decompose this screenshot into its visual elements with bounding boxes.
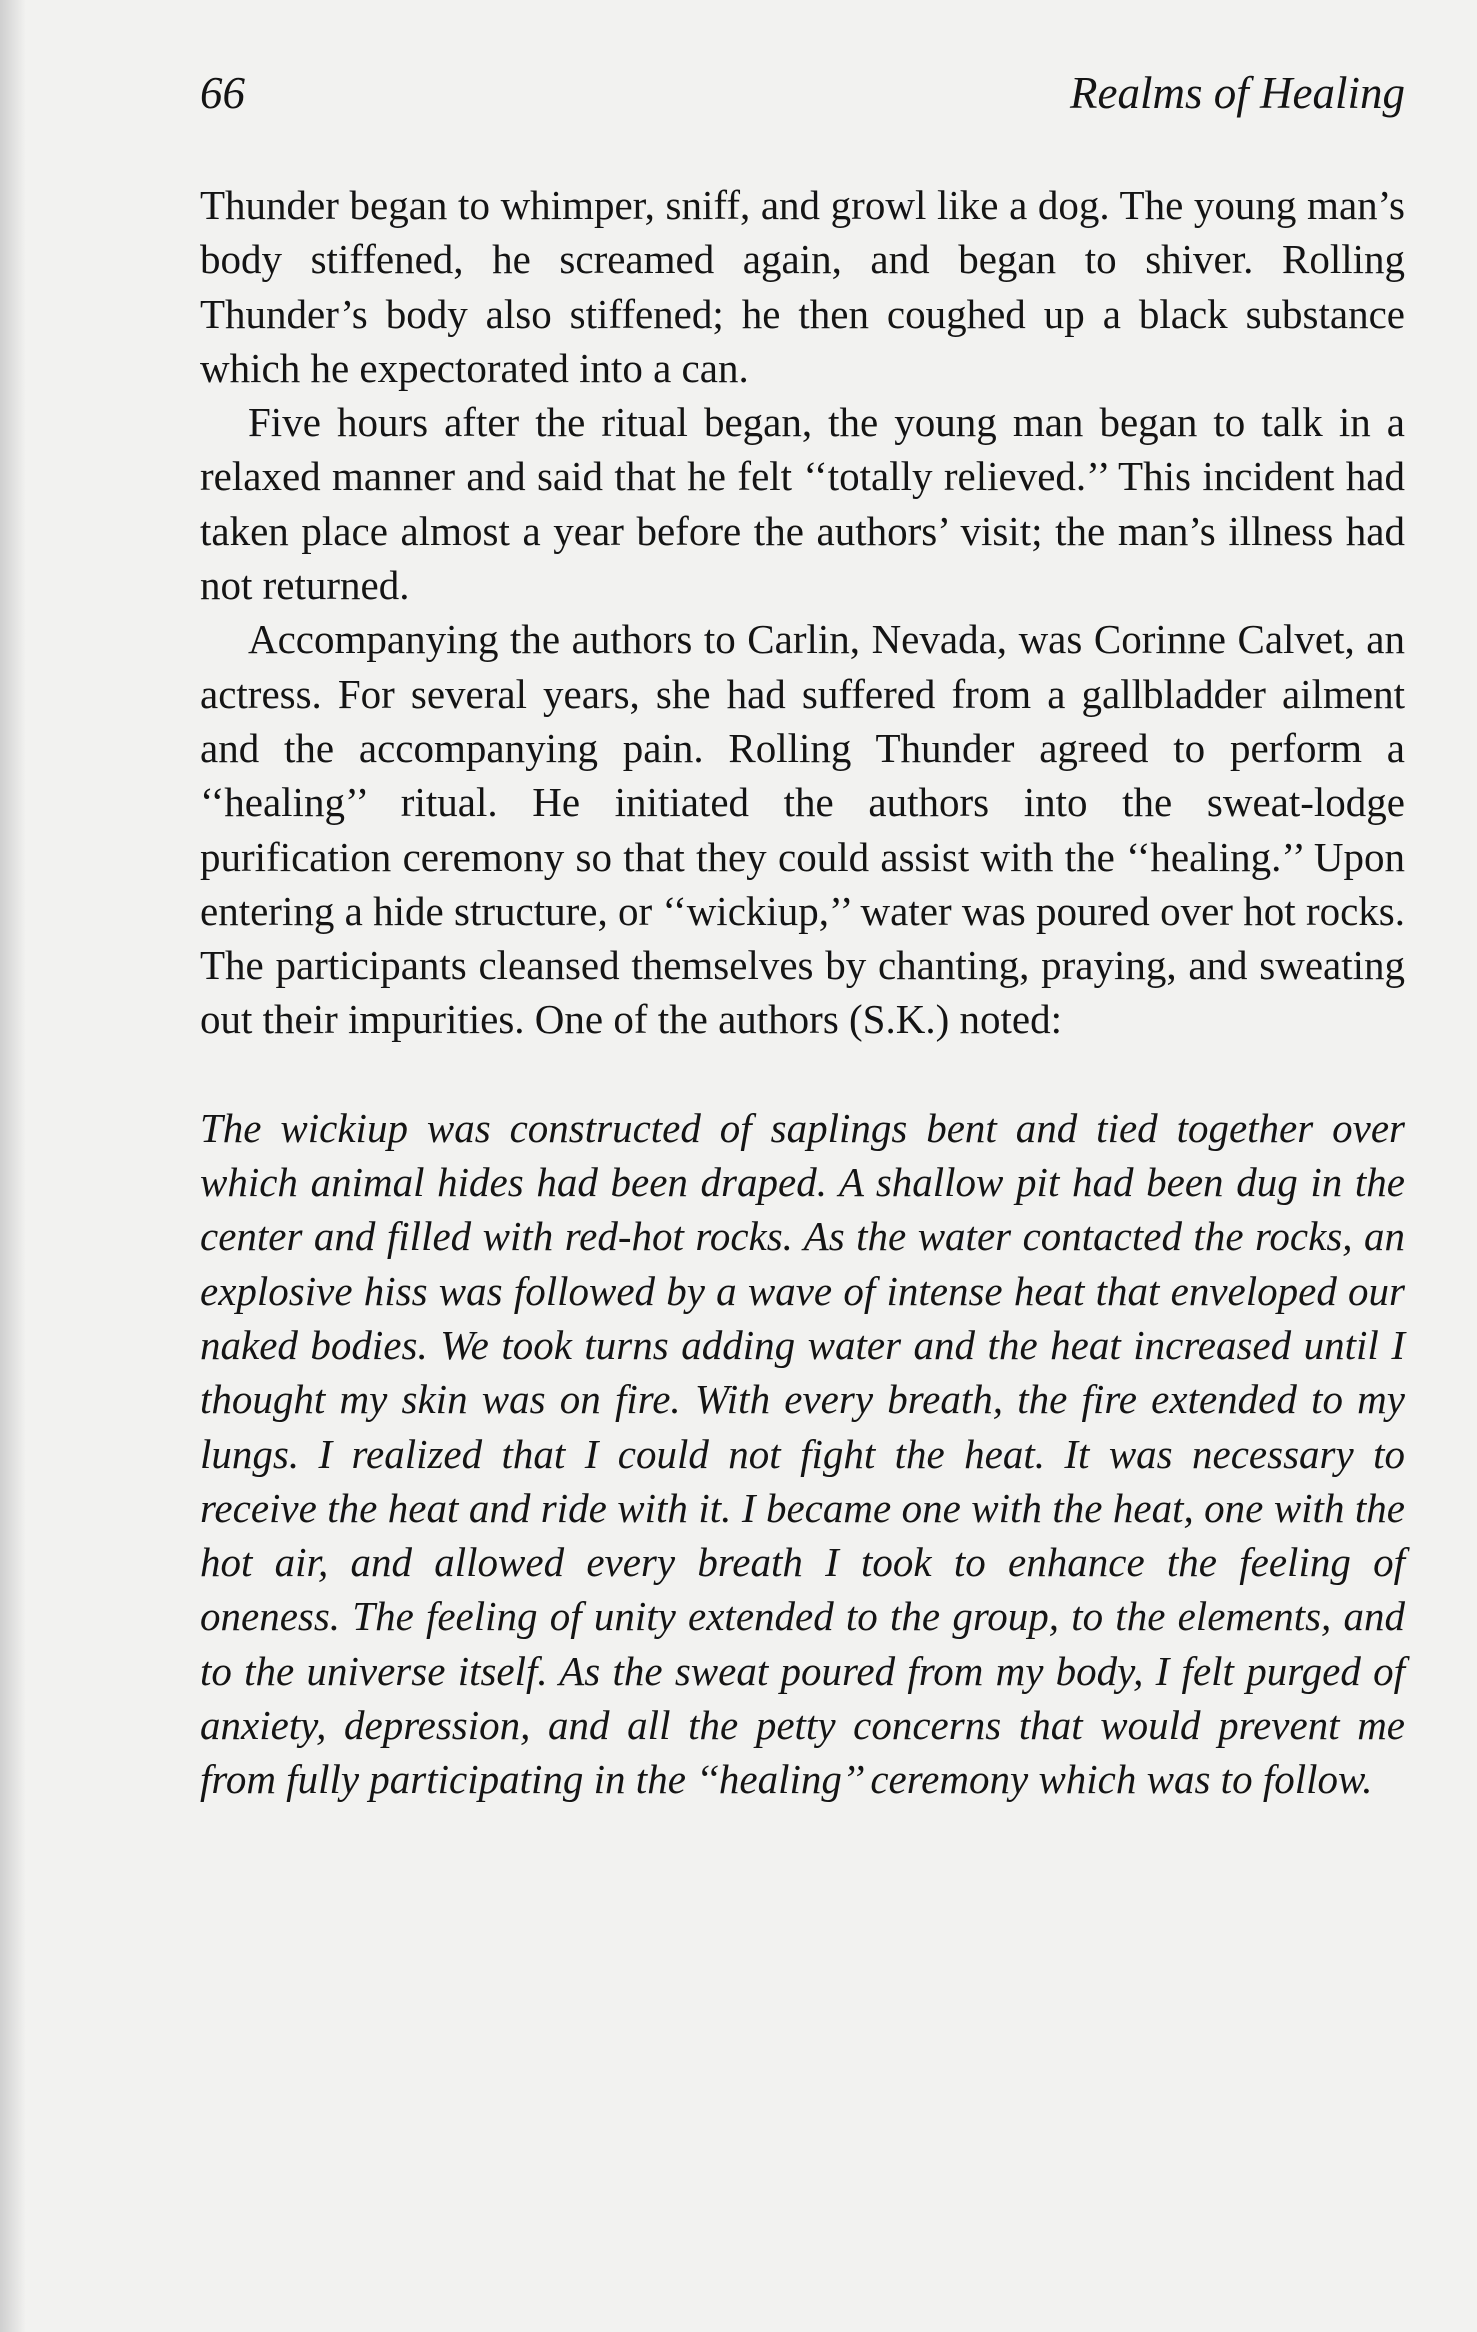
page-number: 66	[200, 68, 245, 118]
body-text	[200, 178, 1405, 1807]
paragraph: Five hours after the ritual began, the young man began to talk in a relaxed manner and said that he felt ‘‘totally relieved.’’ This incident had taken place almost a year before the authors’ visit; the man’s illness had not returned.	[200, 399, 1405, 609]
block-quote: The wickiup was constructed of saplings bent and tied together over which animal hides had been draped. A shallow pit had been dug in the center and filled with red-hot rocks. As the water contacted the rocks, an explosive hiss was followed by a wave of intense heat that enveloped our naked bodies. We took turns adding water and the heat increased until I thought my skin was on fire. With every breath, the fire extended to my lungs. I realized that I could not fight the heat. It was necessary to receive the heat and ride with it. I became one with the heat, one with the hot air, and allowed every breath I took to enhance the feeling of oneness. The feeling of unity extended to the group, to the elements, and to the universe itself. As the sweat poured from my body, I felt purged of anxiety, depression, and all the petty concerns that would prevent me from fully participating in the ‘‘healing’’ ceremony which was to follow.	[200, 1104, 1405, 1803]
page-header	[200, 58, 1405, 128]
running-head: Realms of Healing	[1070, 68, 1405, 118]
paragraph-continued: Thunder began to whimper, sniff, and growl like a dog. The young man’s body stiffened, he screamed again, and began to shiver. Rolling Thunder’s body also stiffened; he then coughed up a black substance which he expectorated into a can.	[200, 182, 1405, 391]
paragraph: Accompanying the authors to Carlin, Nevada, was Corinne Calvet, an actress. For several years, she had suffered from a gallbladder ailment and the accompanying pain. Rolling Thunder agreed to perform a ‘‘healing’’ ritual. He initiated the authors into the sweat-lodge purification ceremony so that they could assist with the ‘‘healing.’’ Upon entering a hide structure, or ‘‘wickiup,’’ water was poured over hot rocks. The participants cleansed themselves by chanting, praying, and sweating out their impurities. One of the authors (S.K.) noted:	[200, 616, 1405, 1043]
